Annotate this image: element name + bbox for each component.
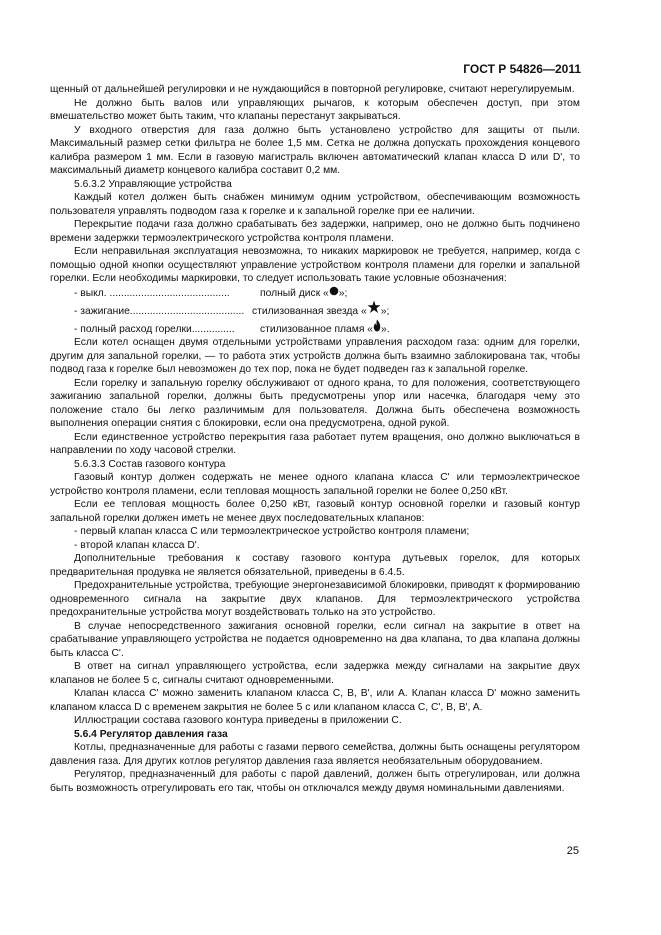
document-body xyxy=(50,83,580,795)
symbol-label: - зажигание........................................ xyxy=(74,306,245,317)
symbol-row-off xyxy=(50,286,580,301)
symbol-text-end: ». xyxy=(381,323,390,335)
paragraph: У входного отверстия для газа должно быть установлено устройство для защиты от пыли. Максимальный размер сетки фильтра не более 1,5 мм. Сетка не должна допускать прохождения концевого калибра размером 1 мм. Если в газовую магистраль включен автоматический клапан класса D или D', то максимальный диаметр концевого калибра составит 0,2 мм. xyxy=(50,124,580,176)
paragraph: Если котел оснащен двумя отдельными устройствами управления расходом газа: одним для горелки, другим для запальной горелки, — то работа этих устройств должна быть взаимно заблокирована так, чтобы подвод газа к горелке был невозможен до тех пор, пока не будет подведен газ к запальной горелке. xyxy=(50,337,580,375)
paragraph: Предохранительные устройства, требующие энергонезависимой блокировки, приводят к формированию одновременного сигнала на закрытие двух клапанов. Для термоэлектрического устройства предохранительные устройства могут воздействовать только на это устройство. xyxy=(50,580,580,618)
paragraph: Клапан класса C' можно заменить клапаном класса C, B, B', или A. Клапан класса D' можно заменить клапаном класса D с временем закрытия не более 5 с или клапаном класса C, C', B, B', A. xyxy=(50,688,580,713)
page-number: 25 xyxy=(566,845,579,857)
symbol-text-end: »; xyxy=(380,306,390,317)
paragraph: Если ее тепловая мощность более 0,250 кВт, газовый контур основной горелки и газовый контур запальной горелки должен иметь не менее двух последовательных клапанов: xyxy=(50,499,580,524)
stylized-star-icon xyxy=(367,300,381,319)
stylized-flame-icon xyxy=(373,319,381,337)
symbol-label: - полный расход горелки............... xyxy=(74,323,235,335)
paragraph: В ответ на сигнал управляющего устройства, если задержка между сигналами на закрытие двух клапанов не более 5 с, сигналы считают одновременными. xyxy=(50,661,580,686)
paragraph: щенный от дальнейшей регулировки и не нуждающийся в повторной регулировке, считают нерегулируемым. xyxy=(50,84,575,95)
symbol-row-ignition xyxy=(50,300,580,319)
paragraph: Газовый контур должен содержать не менее одного клапана класса C' или термоэлектрическое устройство контроля пламени, если тепловая мощность запальной горелки не более 0,250 кВт. xyxy=(50,472,580,497)
paragraph: Каждый котел должен быть снабжен минимум одним устройством, обеспечивающим возможность пользователя управлять подводом газа к горелке и к запальной горелке при ее наличии. xyxy=(50,192,580,217)
paragraph: Перекрытие подачи газа должно срабатывать без задержки, например, оно не должно быть подчинено времени задержки термоэлектрического устройства контроля пламени. xyxy=(50,219,580,244)
paragraph: Иллюстрации состава газового контура приведены в приложении C. xyxy=(74,715,402,726)
symbol-text: стилизованное пламя « xyxy=(260,323,374,335)
filled-disc-icon xyxy=(329,286,339,301)
symbol-label: - выкл. .......................................... xyxy=(74,287,230,299)
section-heading-5-6-3-2: 5.6.3.2 Управляющие устройства xyxy=(74,178,232,190)
symbol-row-full-rate xyxy=(50,319,580,337)
paragraph: Не должно быть валов или управляющих рычагов, к которым обеспечен доступ, при этом вмешательство может быть таким, что клапаны перестанут закрываться. xyxy=(50,97,580,122)
paragraph: Дополнительные требования к составу газового контура дутьевых горелок, для которых предварительная продувка не является обязательной, приведены в 6.4.5. xyxy=(50,553,580,578)
paragraph: В случае непосредственного зажигания основной горелки, если сигнал на закрытие в ответ на срабатывание управляющего устройства не подается одновременно на два клапана, то два клапана должны быть класса C'. xyxy=(50,620,580,659)
list-item: - второй клапан класса D'. xyxy=(74,539,200,551)
paragraph: Если неправильная эксплуатация невозможна, то никаких маркировок не требуется, например, когда с помощью одной кнопки осуществляют управление устройством контроля пламени для горелки и запальной горелки. Если необходимы маркировки, то следует использовать такие условные обозначения: xyxy=(50,246,580,284)
symbol-text-end: »; xyxy=(338,287,348,299)
paragraph: Котлы, предназначенные для работы с газами первого семейства, должны быть оснащены регулятором давления газа. Для других котлов регулятор давления газа является необязательным оборудованием. xyxy=(50,742,580,767)
symbol-text: стилизованная звезда « xyxy=(252,306,367,317)
symbol-text: полный диск « xyxy=(260,287,329,299)
section-heading-5-6-3-3: 5.6.3.3 Состав газового контура xyxy=(74,458,226,470)
section-heading-5-6-4: 5.6.4 Регулятор давления газа xyxy=(74,728,228,740)
paragraph: Регулятор, предназначенный для работы с парой давлений, должен быть отрегулирован, или должна быть возможность отрегулировать его так, чтобы он отключался между двумя номинальными давлениями. xyxy=(50,769,580,794)
list-item: - первый клапан класса C или термоэлектрическое устройство контроля пламени; xyxy=(74,526,470,537)
paragraph: Если единственное устройство перекрытия газа работает путем вращения, оно должно выключаться в направлении по ходу часовой стрелки. xyxy=(50,431,580,456)
document-standard-header: ГОСТ Р 54826—2011 xyxy=(463,62,581,76)
paragraph: Если горелку и запальную горелку обслуживают от одного крана, то для положения, соответствующего зажиганию запальной горелки, должны быть предусмотрены упор или насечка, благодаря чему это положение стало бы легко различимым для пользователя. Должна быть обеспечена возможность выполнения операции снятия с блокировки, если она предусмотрена, одной рукой. xyxy=(50,377,580,429)
